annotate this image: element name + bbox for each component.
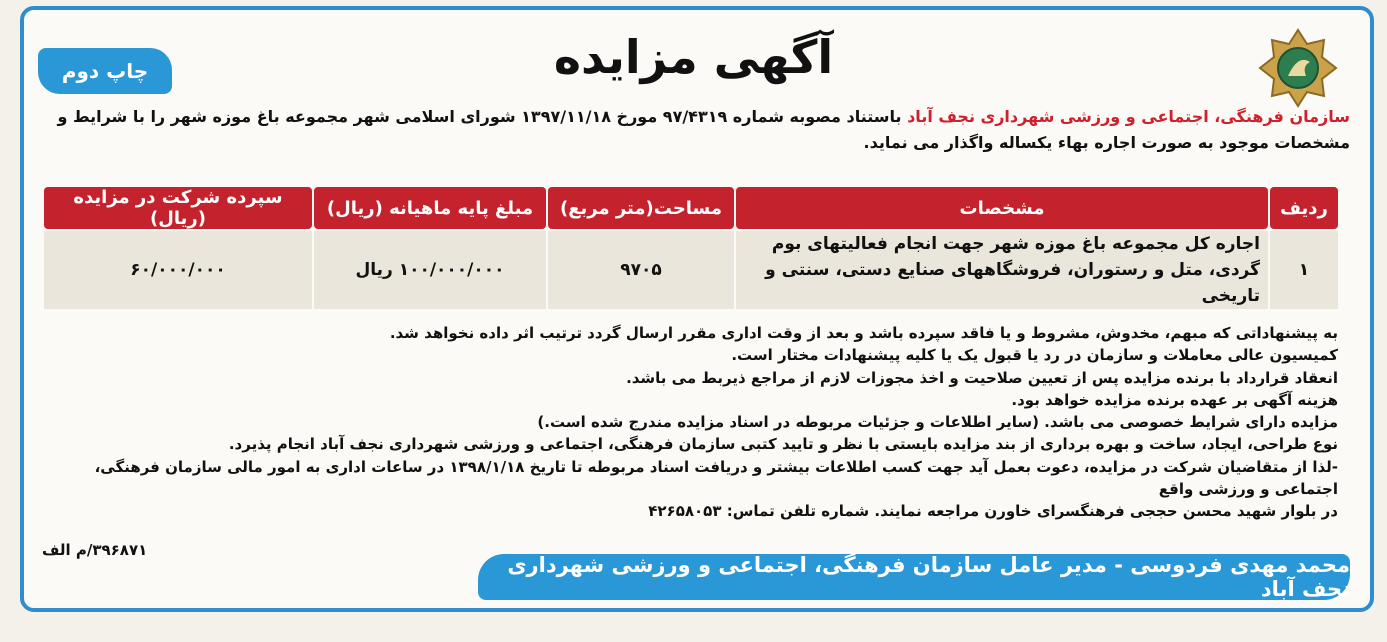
auction-table [42, 185, 1340, 311]
header-participation-deposit: سپرده شرکت در مزایده (ریال) [44, 187, 312, 229]
page-title: آگهی مزایده [553, 30, 834, 84]
header-area: مساحت(متر مربع) [548, 187, 734, 229]
condition-item: در بلوار شهید محسن حججی فرهنگسرای خاورن مراجعه نمایند. شماره تلفن تماس: ۴۲۶۵۸۰۵۳ [648, 502, 1338, 521]
cell-monthly-base-price: ۱۰۰/۰۰۰/۰۰۰ ریال [314, 231, 546, 309]
condition-item: به پیشنهاداتی که مبهم، مخدوش، مشروط و یا فاقد سپرده باشد و بعد از وقت اداری مقرر ارسال گردد ترتیب اثر داده نخواهد شد. [389, 324, 1338, 342]
intro-text: باستناد مصوبه شماره ۹۷/۴۳۱۹ مورخ ۱۳۹۷/۱۱/۱۸ شورای اسلامی شهر مجموعه باغ موزه شهر را با شرایط و مشخصات موجود به صورت اجاره بهاء یکساله واگذار می نماید. [57, 107, 1350, 152]
conditions-list [38, 322, 1338, 523]
organization-name: سازمان فرهنگی، اجتماعی و ورزشی شهرداری نجف آباد [907, 107, 1350, 126]
reference-number: ۳۹۶۸۷۱/م الف [42, 541, 148, 559]
signature-banner: محمد مهدی فردوسی - مدیر عامل سازمان فرهنگی، اجتماعی و ورزشی شهرداری نجف آباد [478, 554, 1350, 600]
table-row [44, 231, 1338, 309]
condition-item: -لذا از متقاضیان شرکت در مزایده، دعوت بعمل آید جهت کسب اطلاعات بیشتر و دریافت اسناد مربوطه تا تاریخ ۱۳۹۸/۱/۱۸ در ساعات اداری به امور مالی سازمان فرهنگی، اجتماعی و ورزشی واقع [94, 457, 1338, 499]
second-print-badge: چاپ دوم [38, 48, 172, 94]
header-monthly-base-price: مبلغ پایه ماهیانه (ریال) [314, 187, 546, 229]
cell-row-number: ۱ [1270, 231, 1338, 309]
header-row-number: ردیف [1270, 187, 1338, 229]
header-specifications: مشخصات [736, 187, 1268, 229]
cell-specifications: اجاره کل مجموعه باغ موزه شهر جهت انجام فعالیتهای بوم گردی، متل و رستوران، فروشگاههای صنایع دستی، سنتی و تاریخی [736, 231, 1268, 309]
cell-participation-deposit: ۶۰/۰۰۰/۰۰۰ [44, 231, 312, 309]
condition-item: مزایده دارای شرایط خصوصی می باشد. (سایر اطلاعات و جزئیات مربوطه در اسناد مزایده مندرج شده است.) [537, 413, 1338, 432]
condition-item: کمیسیون عالی معاملات و سازمان در رد یا قبول یک یا کلیه پیشنهادات مختار است. [731, 346, 1338, 365]
condition-item: هزینه آگهی بر عهده برنده مزایده خواهد بود. [1011, 390, 1338, 409]
table-header-row [44, 187, 1338, 229]
intro-paragraph [40, 104, 1350, 156]
condition-item: نوع طراحی، ایجاد، ساخت و بهره برداری از بند مزایده بایستی با نظر و تایید کتبی سازمان فرهنگی، اجتماعی و ورزشی شهرداری نجف آباد انجام پذیرد. [228, 435, 1338, 454]
cell-area: ۹۷۰۵ [548, 231, 734, 309]
condition-item: انعقاد قرارداد با برنده مزایده پس از تعیین صلاحیت و اخذ مجوزات لازم از مراجع ذیربط می باشد. [626, 368, 1338, 387]
